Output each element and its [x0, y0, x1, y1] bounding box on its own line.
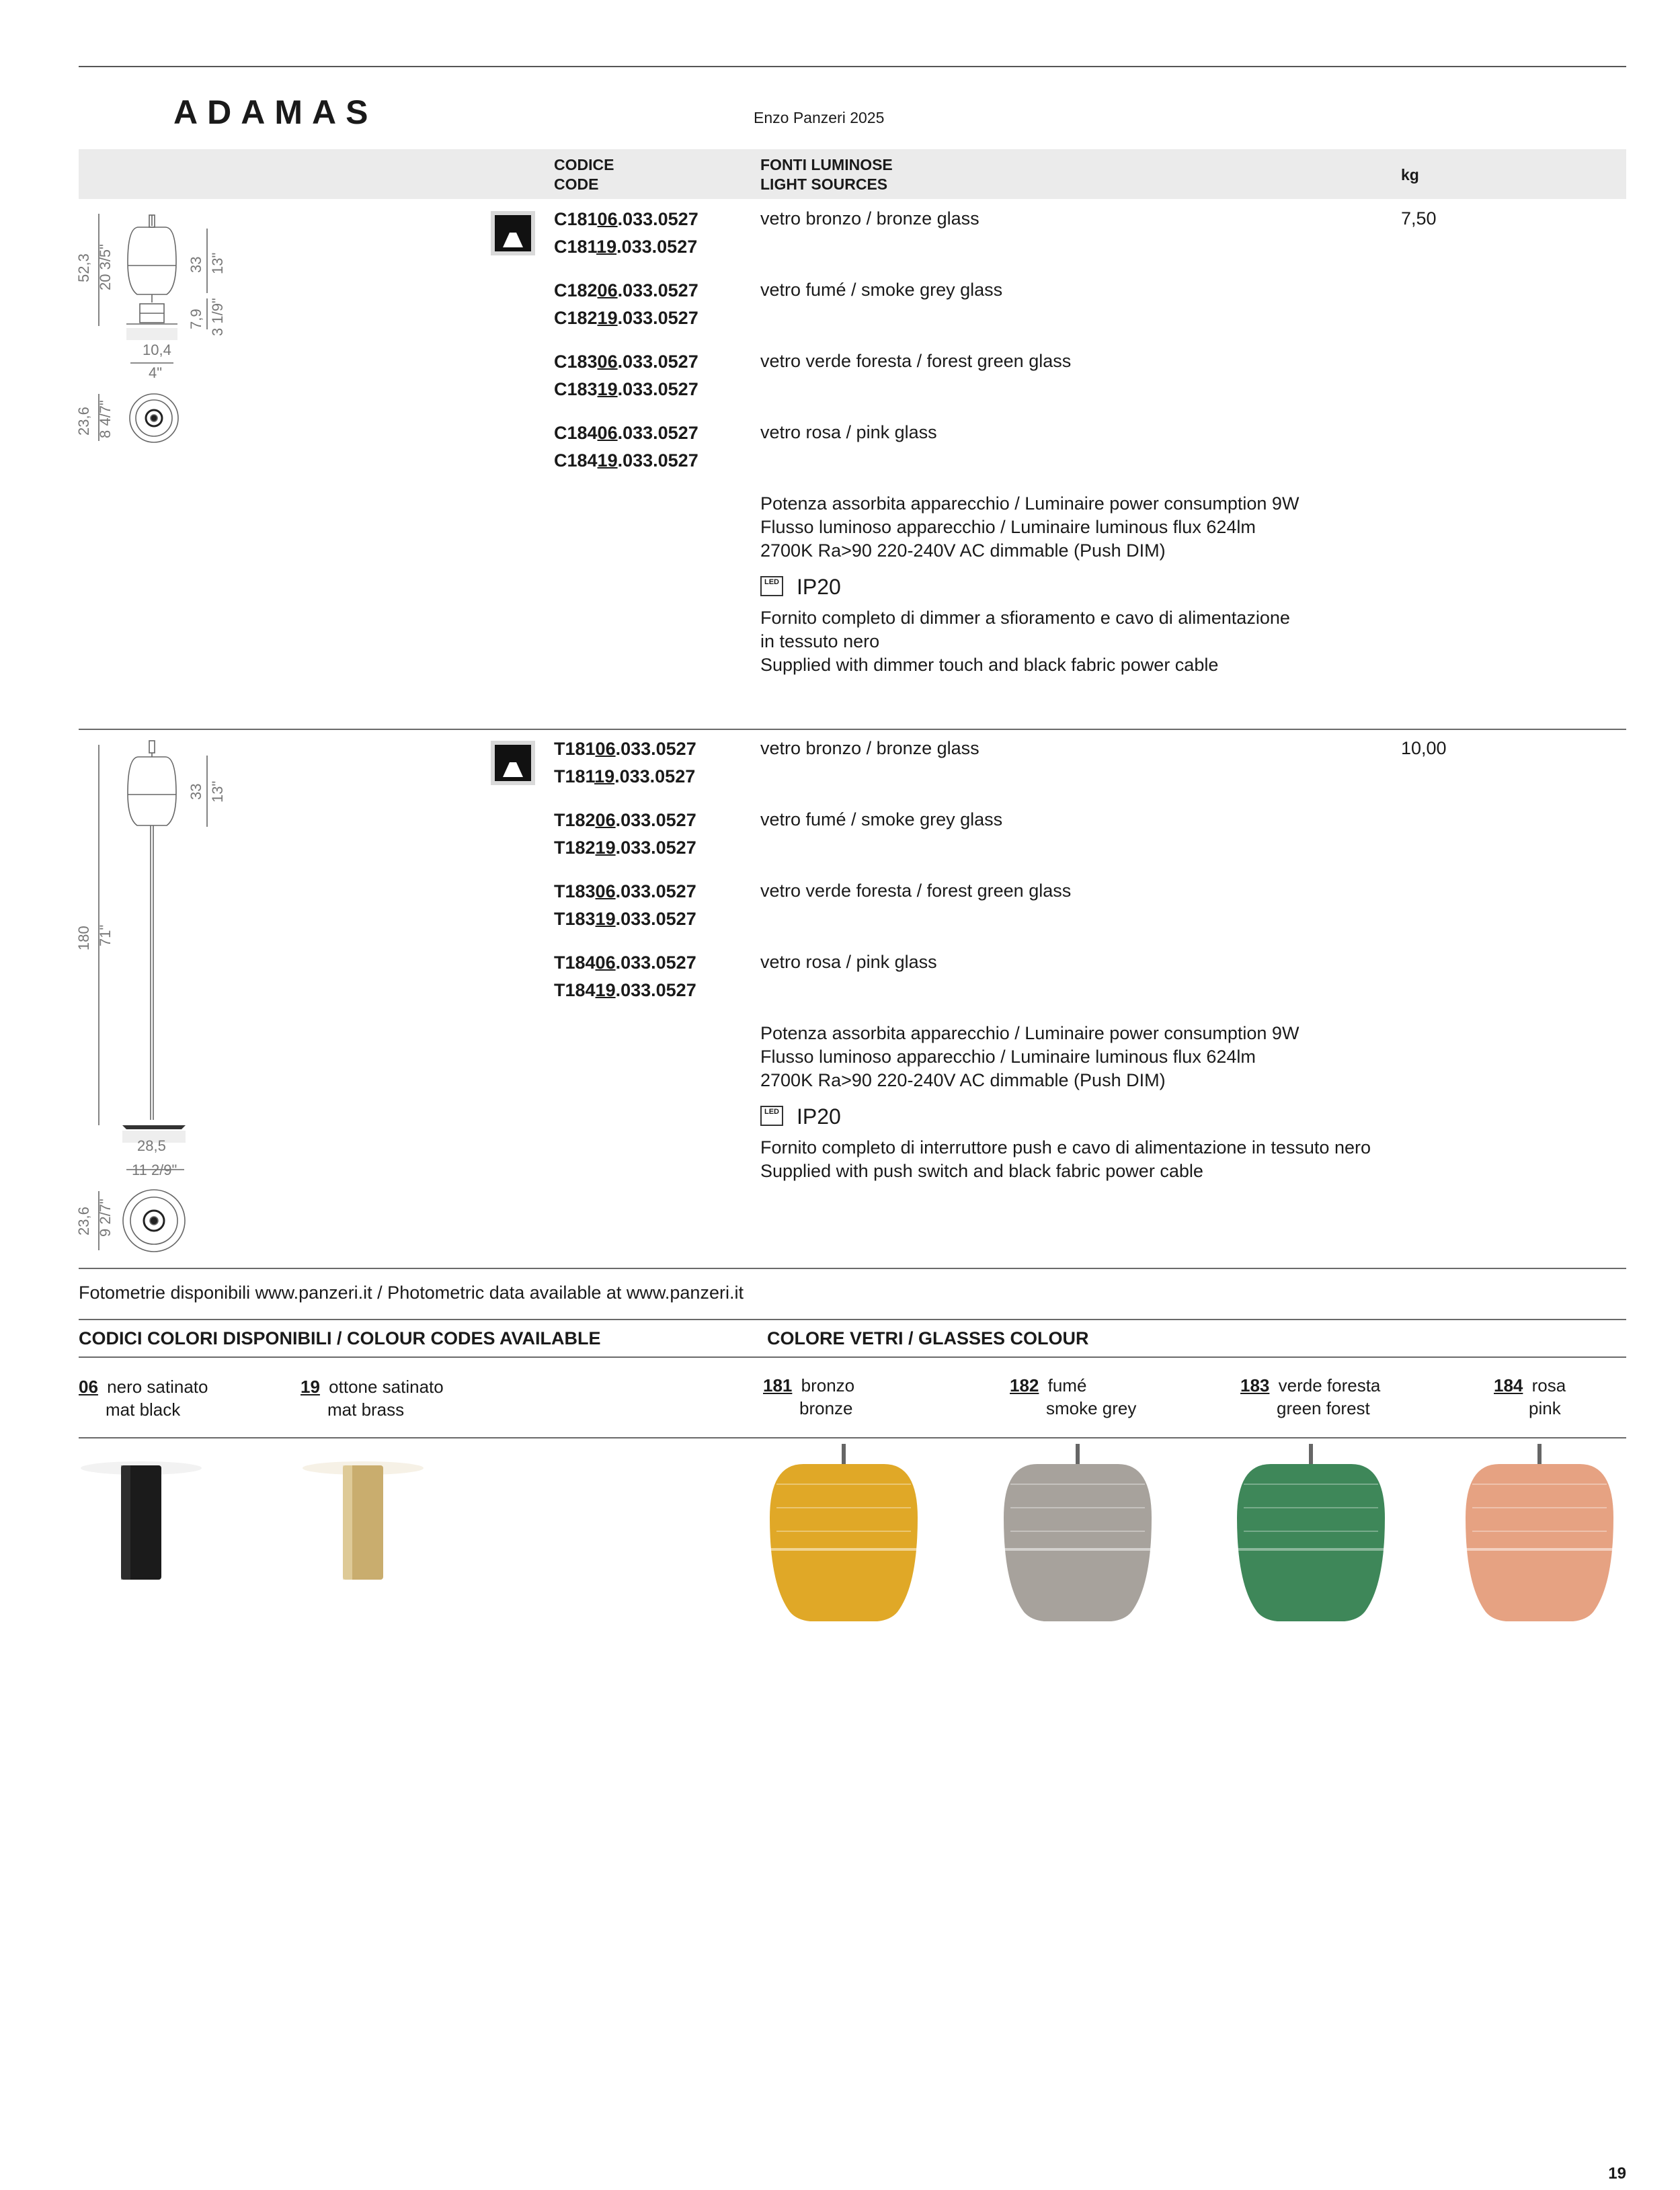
section1-specs: Potenza assorbita apparecchio / Luminaire power consumption 9W Flusso luminoso apparecchio / Luminaire luminous flux 624lm 2700K Ra>90 220-240V AC dimmable (Push DIM)	[760, 493, 1299, 561]
code-row: T18306.033.0527	[554, 881, 696, 901]
code-row: T18106.033.0527	[554, 739, 696, 759]
floor-diam-cm: 23,6	[75, 1207, 92, 1235]
product-title: ADAMAS	[173, 93, 378, 131]
black-finish-image	[67, 1452, 215, 1586]
ceiling-mount-icon	[491, 211, 535, 255]
floor-base-in: 11 2/9"	[132, 1162, 177, 1178]
bronze-glass-image	[756, 1444, 931, 1646]
floor-height-cm: 180	[75, 926, 92, 950]
pendant-height-in: 20 3/5"	[97, 244, 114, 290]
floor-glass-in: 13"	[209, 780, 226, 803]
mount-shape-icon	[491, 741, 535, 785]
col-code-header: CODICE CODE	[554, 156, 614, 193]
section2-supply: Fornito completo di interruttore push e cavo di alimentazione in tessuto nero Supplied with push switch and black fabric power cable	[760, 1137, 1371, 1181]
code-row: T18206.033.0527	[554, 810, 696, 830]
code-row: C18206.033.0527	[554, 280, 698, 300]
floor-diam-in: 9 2/7"	[97, 1199, 114, 1237]
glasses-colour-heading: COLORE VETRI / GLASSES COLOUR	[767, 1328, 1089, 1348]
floor-base-cm: 28,5	[137, 1137, 166, 1154]
section2-codes	[554, 735, 696, 1004]
code-row: T18119.033.0527	[554, 766, 696, 786]
pink-glass-image	[1452, 1444, 1627, 1646]
floor-mount-icon	[491, 741, 535, 785]
col-kg-header: kg	[1401, 166, 1419, 184]
floor-height-in: 71"	[97, 924, 114, 946]
smoke-glass-image	[990, 1444, 1165, 1646]
led-icon: LED	[760, 576, 783, 596]
code-row: C18419.033.0527	[554, 450, 698, 471]
code-row: C18119.033.0527	[554, 237, 698, 257]
floor-glass-cm: 33	[188, 783, 204, 800]
glass-bronze: vetro bronzo / bronze glass	[760, 738, 979, 758]
mount-shape-icon	[491, 211, 535, 255]
glass-smoke: vetro fumé / smoke grey glass	[760, 280, 1003, 300]
photometric-note: Fotometrie disponibili www.panzeri.it / Photometric data available at www.panzeri.it	[79, 1283, 744, 1303]
pendant-width-in: 4"	[149, 364, 163, 381]
legend-bottom-rule	[79, 1437, 1626, 1438]
page-number: 19	[1608, 2164, 1626, 2183]
legend-top-rule	[79, 1319, 1626, 1320]
designer-credit: Enzo Panzeri 2025	[754, 109, 885, 126]
pendant-width-cm: 10,4	[143, 341, 171, 358]
colour-codes-heading: CODICI COLORI DISPONIBILI / COLOUR CODES AVAILABLE	[79, 1328, 601, 1348]
weight-value: 10,00	[1401, 738, 1447, 758]
col-light-header: FONTI LUMINOSE LIGHT SOURCES	[760, 156, 893, 193]
glass-green: vetro verde foresta / forest green glass	[760, 881, 1072, 901]
pendant-glass-in: 13"	[209, 252, 226, 274]
pendant-diam-in: 8 4/7"	[97, 400, 114, 438]
glass-pink-label: 184 rosa pink	[1494, 1375, 1566, 1418]
glass-swatch-green	[1237, 1464, 1385, 1621]
code-row: C18306.033.0527	[554, 352, 698, 372]
glass-green: vetro verde foresta / forest green glass	[760, 351, 1072, 371]
finish-brass-label: 19 ottone satinato mat brass	[301, 1377, 444, 1420]
glass-green-label: 183 verde foresta green forest	[1240, 1375, 1381, 1418]
code-row: C18106.033.0527	[554, 209, 698, 229]
code-row: T18319.033.0527	[554, 909, 696, 929]
weight-value: 7,50	[1401, 208, 1437, 229]
code-row: T18406.033.0527	[554, 952, 696, 973]
glass-smoke: vetro fumé / smoke grey glass	[760, 809, 1003, 829]
led-icon: LED	[760, 1106, 783, 1126]
glass-pink: vetro rosa / pink glass	[760, 952, 937, 972]
glass-pink: vetro rosa / pink glass	[760, 422, 937, 442]
pendant-diam-cm: 23,6	[75, 407, 92, 436]
finish-black-label: 06 nero satinato mat black	[79, 1377, 208, 1420]
top-rule	[79, 66, 1626, 67]
legend-mid-rule	[79, 1356, 1626, 1358]
code-row: C18406.033.0527	[554, 423, 698, 443]
section1-supply: Fornito completo di dimmer a sfioramento e cavo di alimentazione in tessuto nero Supplied with dimmer touch and black fabric power cable	[760, 608, 1290, 675]
section-divider	[79, 1268, 1626, 1269]
code-row: T18219.033.0527	[554, 838, 696, 858]
pendant-canopy-in: 3 1/9"	[209, 298, 226, 336]
glass-bronze: vetro bronzo / bronze glass	[760, 208, 979, 229]
ip-rating: IP20	[797, 1104, 841, 1129]
pendant-glass-cm: 33	[188, 256, 204, 273]
code-row: T18419.033.0527	[554, 980, 696, 1000]
section2-specs: Potenza assorbita apparecchio / Luminaire power consumption 9W Flusso luminoso apparecchio / Luminaire luminous flux 624lm 2700K Ra>90 220-240V AC dimmable (Push DIM)	[760, 1023, 1299, 1090]
glass-smoke-label: 182 fumé smoke grey	[1010, 1375, 1137, 1418]
code-row: C18319.033.0527	[554, 379, 698, 399]
green-glass-image	[1224, 1444, 1398, 1646]
ip-rating: IP20	[797, 575, 841, 599]
section-divider	[79, 729, 1626, 730]
code-row: C18219.033.0527	[554, 308, 698, 328]
brass-finish-image	[289, 1452, 437, 1586]
glass-swatch-pink	[1466, 1464, 1613, 1621]
pendant-height-cm: 52,3	[75, 253, 92, 282]
section1-codes	[554, 206, 698, 475]
glass-swatch-smoke	[1004, 1464, 1152, 1621]
glass-swatch-bronze	[770, 1464, 918, 1621]
glass-bronze-label: 181 bronzo bronze	[763, 1375, 855, 1418]
pendant-canopy-cm: 7,9	[188, 309, 204, 329]
